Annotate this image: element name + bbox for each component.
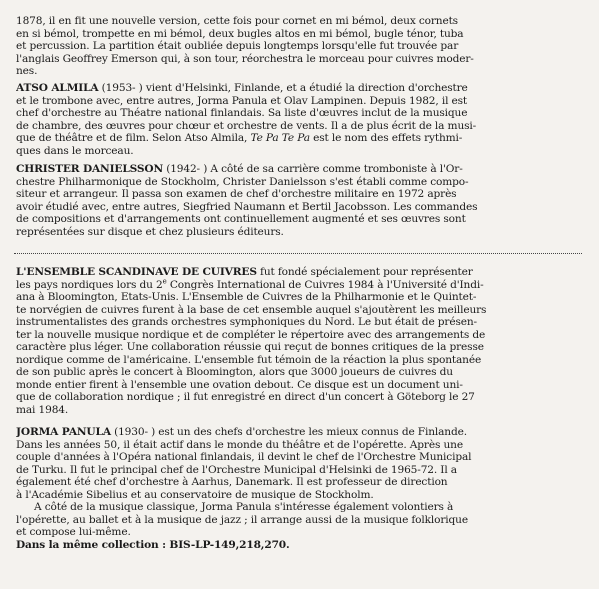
collection-label: Dans la même collection :	[16, 538, 166, 551]
text-line: ter la nouvelle musique nordique et de compléter le répertoire avec des arrangements de	[16, 328, 486, 341]
text-span: fut fondé spécialement pour représenter	[256, 266, 473, 278]
text-line: de compositions et d'arrangements ont continuellement augmenté et ses œuvres sont	[16, 213, 466, 225]
text-line: te norvégien de cuivres furent à la base de cet ensemble auquel s'ajoutèrent les meilleurs	[16, 303, 487, 316]
text-span: est le nom des effets rythmi-	[309, 132, 463, 144]
text-line: de son public après le concert à Bloomington, alors que 3000 joueurs de cuivres du	[16, 366, 453, 378]
text-line: en si bémol, trompette en mi bémol, deux bugles altos en mi bémol, bugle ténor, tuba	[16, 27, 464, 40]
intro-paragraph	[16, 15, 583, 78]
text-line: et compose lui-même.	[16, 526, 131, 538]
text-line: nordique comme de l'américaine. L'ensemble fut témoin de la réaction la plus spontanée	[16, 353, 482, 366]
text-line: instrumentalistes des grands orchestres symphoniques du Nord. Le but était de présen-	[16, 316, 477, 328]
text-line: siteur et arrangeur. Il passa son examen de chef d'orchestre militaire en 1972 après	[16, 188, 457, 200]
piece-title: Te Pa Te Pa	[250, 132, 310, 144]
text-span: (1953- ) vient d'Helsinki, Finlande, et a étudié la direction d'orchestre	[98, 82, 468, 94]
text-line: nes.	[16, 65, 38, 77]
text-line: que de collaboration nordique ; il fut enregistré en direct d'un concert à Göteborg le 27	[16, 391, 475, 403]
text-line: représentées sur disque et chez plusieurs éditeurs.	[16, 225, 284, 238]
text-line: ques dans le morceau.	[16, 144, 134, 157]
text-span: que de théâtre et de film. Selon Atso Almila,	[16, 132, 251, 144]
danielsson-paragraph	[16, 163, 583, 238]
text-line: avoir étudié avec, entre autres, Siegfried Naumann et Bertil Jacobsson. Les commandes	[16, 200, 478, 213]
text-line: l'opérette, au ballet et à la musique de jazz ; il arrange aussi de la musique folklorique	[16, 513, 468, 526]
text-line: l'anglais Geoffrey Emerson qui, à son tour, réorchestra le morceau pour cuivres moder-	[16, 52, 474, 65]
text-line: A côté de la musique classique, Jorma Panula s'intéresse également volontiers à	[34, 501, 454, 513]
text-line: de Turku. Il fut le principal chef de l'Orchestre Municipal d'Helsinki de 1965-72. Il a	[16, 463, 457, 476]
text-line: Dans les années 50, il était actif dans le monde du théâtre et de l'opérette. Après une	[16, 438, 463, 451]
text-line: 1878, il en fit une nouvelle version, cette fois pour cornet en mi bémol, deux cornets	[16, 15, 458, 27]
text-line: mai 1984.	[16, 403, 69, 416]
almila-paragraph	[16, 82, 583, 157]
text-span: (1930- ) est un des chefs d'orchestre les mieux connus de Finlande.	[110, 426, 467, 438]
text-line: chef d'orchestre au Théatre national finlandais. Sa liste d'œuvres inclut de la musique	[16, 107, 468, 119]
ensemble-name: L'ENSEMBLE SCANDINAVE DE CUIVRES	[16, 266, 257, 278]
text-line: de chambre, des œuvres pour chœur et orchestre de vents. Il a de plus écrit de la musi-	[16, 119, 477, 132]
collection-value: BIS-LP-149,218,270.	[165, 538, 290, 551]
collection-line	[16, 539, 583, 552]
text-line: également été chef d'orchestre à Aarhus, Danemark. Il est professeur de direction	[16, 476, 448, 488]
panula-name: JORMA PANULA	[16, 426, 111, 438]
text-line: et le trombone avec, entre autres, Jorma Panula et Olav Lampinen. Depuis 1982, il est	[16, 94, 468, 107]
text-line: couple d'années à l'Opéra national finlandais, il devint le chef de l'Orchestre Municipal	[16, 451, 472, 463]
text-span: (1942- ) A côté de sa carrière comme tromboniste à l'Or-	[163, 163, 463, 175]
almila-name: ATSO ALMILA	[16, 82, 99, 94]
text-line: monde entier firent à l'ensemble une ovation debout. Ce disque est un document uni-	[16, 378, 463, 391]
superscript: e	[162, 278, 167, 285]
text-line: chestre Philharmonique de Stockholm, Christer Danielsson s'est établi comme compo-	[16, 175, 469, 188]
text-line: et percussion. La partition était oubliée depuis longtemps lorsqu'elle fut trouvée par	[16, 40, 459, 52]
danielsson-name: CHRISTER DANIELSSON	[16, 163, 163, 175]
section-divider	[14, 253, 582, 254]
text-line: à l'Académie Sibelius et au conservatoire de musique de Stockholm.	[16, 488, 374, 501]
ensemble-paragraph	[16, 266, 583, 416]
text-line: ana à Bloomington, Etats-Unis. L'Ensemble de Cuivres de la Philharmonie et le Quintet-	[16, 291, 477, 303]
text-span: les pays nordiques lors du 2	[16, 278, 163, 291]
text-span: Congrès International de Cuivres 1984 à l'Université d'Indi-	[166, 278, 484, 291]
panula-paragraph	[16, 426, 583, 551]
text-line: caractère plus léger. Une collaboration réussie qui reçut de bonnes critiques de la presse	[16, 341, 484, 353]
